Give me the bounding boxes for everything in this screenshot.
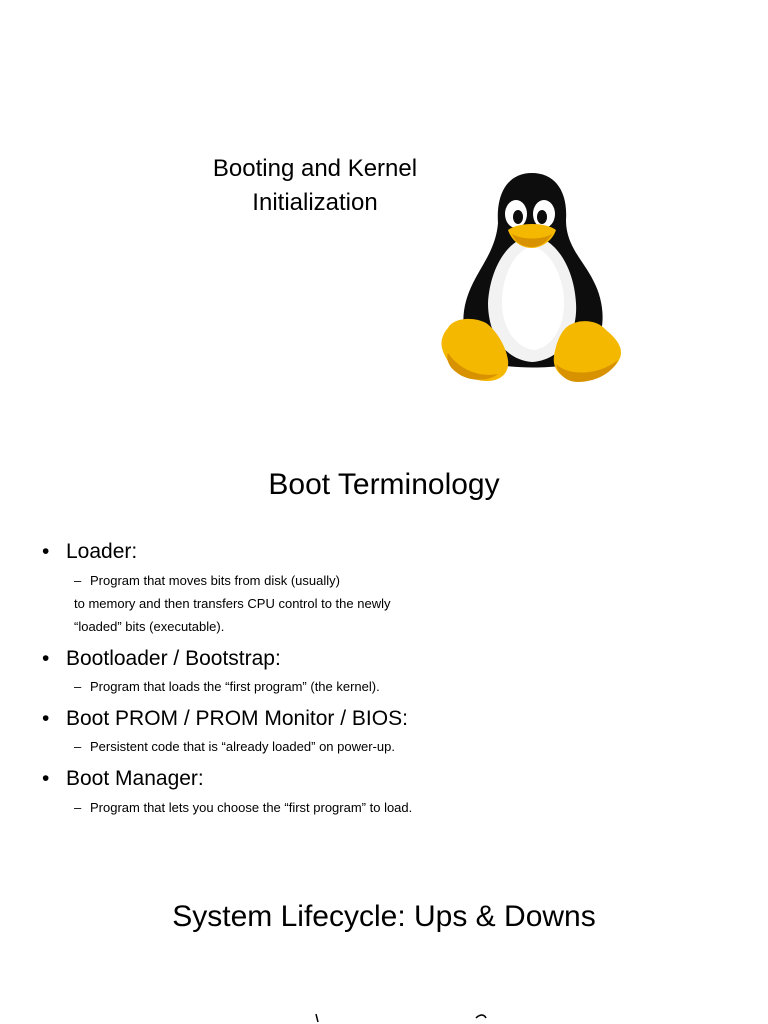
sub-item-continuation: “loaded” bits (executable). <box>74 619 225 634</box>
slide-2-heading: Boot Terminology <box>268 468 500 501</box>
dash-icon: – <box>74 800 82 815</box>
bullet-icon: • <box>42 707 50 730</box>
tux-penguin-icon <box>438 168 626 388</box>
bullet-boot-manager <box>42 766 204 792</box>
sub-item-loader <box>74 569 340 592</box>
bullet-loader <box>42 539 137 565</box>
sub-item-boot-manager <box>74 796 412 819</box>
sub-item-text: Program that moves bits from disk (usually) <box>90 573 340 588</box>
bullet-label: Boot Manager: <box>66 767 204 790</box>
dash-icon: – <box>74 573 82 588</box>
bullet-icon: • <box>42 540 50 563</box>
sub-item-text: Program that loads the “first program” (the kernel). <box>90 679 380 694</box>
dash-icon: – <box>74 739 82 754</box>
diagram-arrow-fragments <box>300 1012 500 1024</box>
sub-item-text: Program that lets you choose the “first program” to load. <box>90 800 413 815</box>
slide-1-title <box>195 152 435 220</box>
slide-1-title-line-2: Initialization <box>252 189 378 216</box>
bullet-icon: • <box>42 647 50 670</box>
bullet-label: Boot PROM / PROM Monitor / BIOS: <box>66 707 408 730</box>
bullet-bootloader <box>42 646 281 672</box>
bullet-label: Bootloader / Bootstrap: <box>66 647 281 670</box>
sub-item-continuation: to memory and then transfers CPU control to the newly <box>74 596 391 611</box>
bullet-icon: • <box>42 767 50 790</box>
dash-icon: – <box>74 679 82 694</box>
bullet-boot-prom <box>42 706 408 732</box>
sub-item-bootloader <box>74 675 380 698</box>
sub-item-boot-prom <box>74 735 395 758</box>
sub-item-text: Persistent code that is “already loaded” on power-up. <box>90 739 395 754</box>
slide-3-heading: System Lifecycle: Ups & Downs <box>172 900 596 933</box>
slide-1-title-line-1: Booting and Kernel <box>212 155 418 182</box>
bullet-label: Loader: <box>66 540 138 563</box>
